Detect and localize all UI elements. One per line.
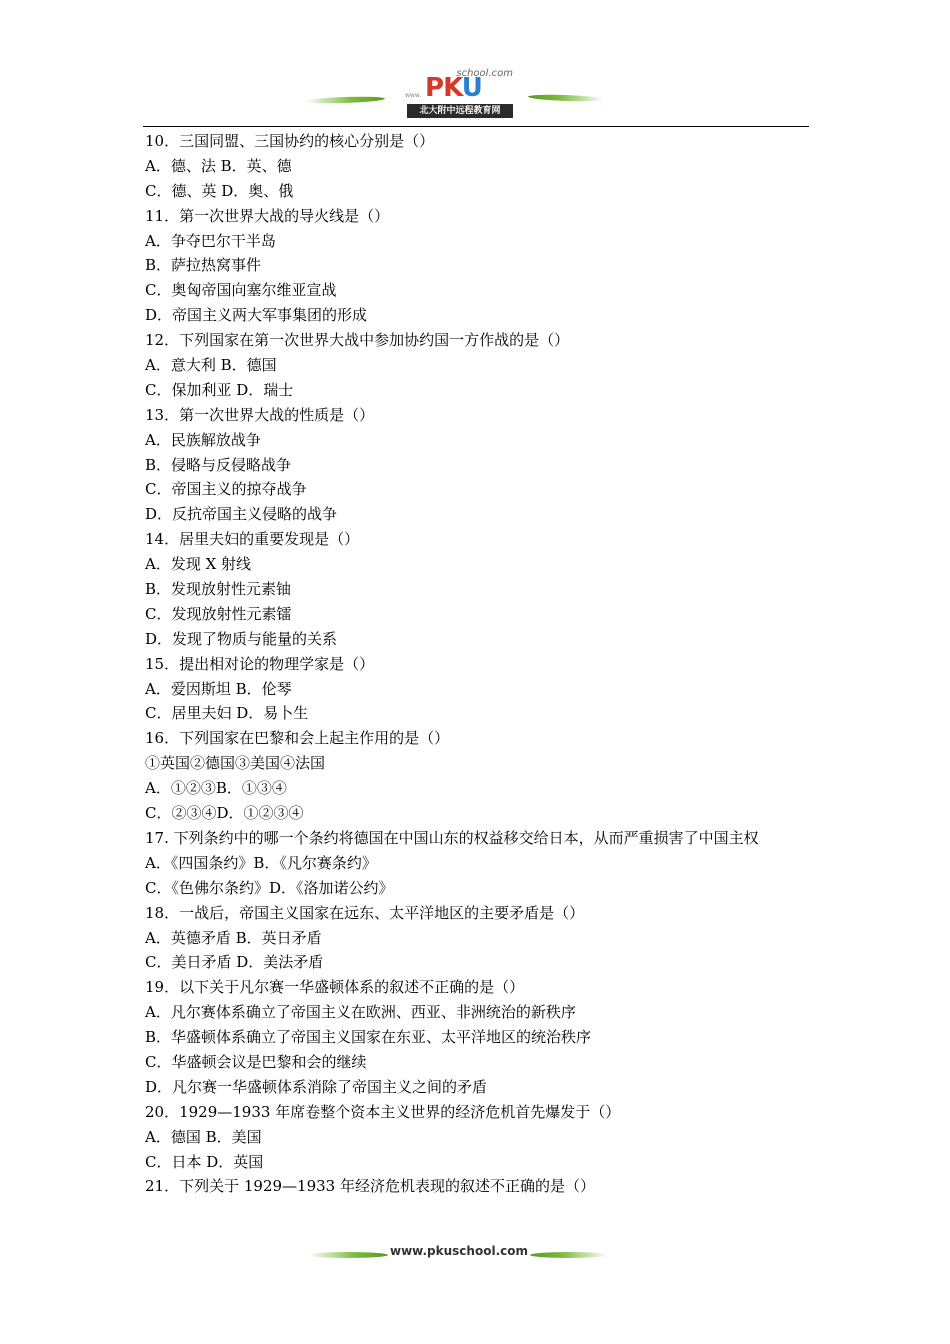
logo-pku-text — [425, 74, 482, 102]
text-line: C．《色佛尔条约》D．《洛加诺公约》 — [145, 878, 394, 897]
text-line: 12．下列国家在第一次世界大战中参加协约国一方作战的是（） — [145, 331, 570, 350]
text-line: B．侵略与反侵略战争 — [145, 455, 292, 474]
text-line: C．德、英 D．奥、俄 — [145, 181, 294, 200]
text-line: D．帝国主义两大军事集团的形成 — [145, 306, 368, 325]
text-line: 20．1929—1933 年席卷整个资本主义世界的经济危机首先爆发于（） — [145, 1102, 621, 1121]
text-line: 14．居里夫妇的重要发现是（） — [145, 530, 360, 549]
text-line: A．英德矛盾 B．英日矛盾 — [145, 928, 322, 947]
header-swoosh-right — [528, 94, 604, 103]
logo-www-text: www. — [405, 92, 422, 99]
page-header — [0, 0, 950, 130]
text-line: A．凡尔赛体系确立了帝国主义在欧洲、西亚、非洲统治的新秩序 — [145, 1003, 576, 1022]
header-rule — [143, 126, 809, 127]
text-line: C．保加利亚 D．瑞士 — [145, 380, 294, 399]
text-line: A．①②③B．①③④ — [145, 779, 287, 798]
text-line: 18．一战后，帝国主义国家在远东、太平洋地区的主要矛盾是（） — [145, 903, 585, 922]
text-line: B．华盛顿体系确立了帝国主义国家在东亚、太平洋地区的统治秩序 — [145, 1028, 592, 1047]
text-line: D．凡尔赛一华盛顿体系消除了帝国主义之间的矛盾 — [145, 1077, 488, 1096]
header-swoosh-left — [305, 96, 385, 105]
text-line: A．爱因斯坦 B．伦琴 — [145, 679, 292, 698]
text-line: 13．第一次世界大战的性质是（） — [145, 405, 375, 424]
text-line: C．奥匈帝国向塞尔维亚宣战 — [145, 281, 337, 300]
pku-logo — [405, 68, 515, 120]
text-line: 19．以下关于凡尔赛一华盛顿体系的叙述不正确的是（） — [145, 978, 525, 997]
text-line: C．华盛顿会议是巴黎和会的继续 — [145, 1052, 367, 1071]
text-line: A．意大利 B．德国 — [145, 356, 277, 375]
text-line: C．日本 D．英国 — [145, 1152, 264, 1171]
text-line: 17. 下列条约中的哪一个条约将德国在中国山东的权益移交给日本，从而严重损害了中国主权 — [145, 828, 759, 847]
text-line: 10．三国同盟、三国协约的核心分别是（） — [145, 132, 435, 150]
text-line: 11．第一次世界大战的导火线是（） — [145, 206, 390, 225]
text-line: C．发现放射性元素镭 — [145, 604, 292, 623]
footer-swoosh-left — [308, 1252, 388, 1258]
text-line: 16．下列国家在巴黎和会上起主作用的是（） — [145, 729, 450, 748]
footer-swoosh-right — [530, 1252, 608, 1258]
logo-letter-p: P — [425, 73, 444, 103]
text-line: A．争夺巴尔干半岛 — [145, 231, 276, 250]
text-line: ①英国②德国③美国④法国 — [145, 754, 326, 773]
text-line: A．发现 X 射线 — [145, 555, 252, 574]
logo-site-text: school.com — [456, 68, 513, 79]
text-line: B．萨拉热窝事件 — [145, 256, 262, 275]
logo-bar-text: 北大附中远程教育网 — [407, 104, 513, 118]
text-line: 15．提出相对论的物理学家是（） — [145, 654, 375, 673]
question-content — [145, 129, 810, 1199]
text-line: C．居里夫妇 D．易卜生 — [145, 704, 309, 723]
text-line: 21．下列关于 1929—1933 年经济危机表现的叙述不正确的是（） — [145, 1177, 595, 1196]
text-line: A．《四国条约》B．《凡尔赛条约》 — [145, 853, 377, 872]
logo-letter-k: K — [443, 73, 462, 103]
footer-url: www.pkuschool.com — [390, 1244, 528, 1258]
text-line: A．德、法 B．英、德 — [145, 156, 292, 175]
text-line: D．发现了物质与能量的关系 — [145, 629, 338, 648]
logo-letter-u: U — [461, 73, 482, 103]
text-line: C．美日矛盾 D．美法矛盾 — [145, 953, 324, 972]
text-line: A．德国 B．美国 — [145, 1127, 262, 1146]
text-line: C．帝国主义的掠夺战争 — [145, 480, 307, 499]
page-footer — [0, 1236, 950, 1266]
text-line: B．发现放射性元素铀 — [145, 580, 292, 599]
text-line: C．②③④D．①②③④ — [145, 804, 304, 823]
text-line: A．民族解放战争 — [145, 430, 261, 449]
text-line: D．反抗帝国主义侵略的战争 — [145, 505, 338, 524]
